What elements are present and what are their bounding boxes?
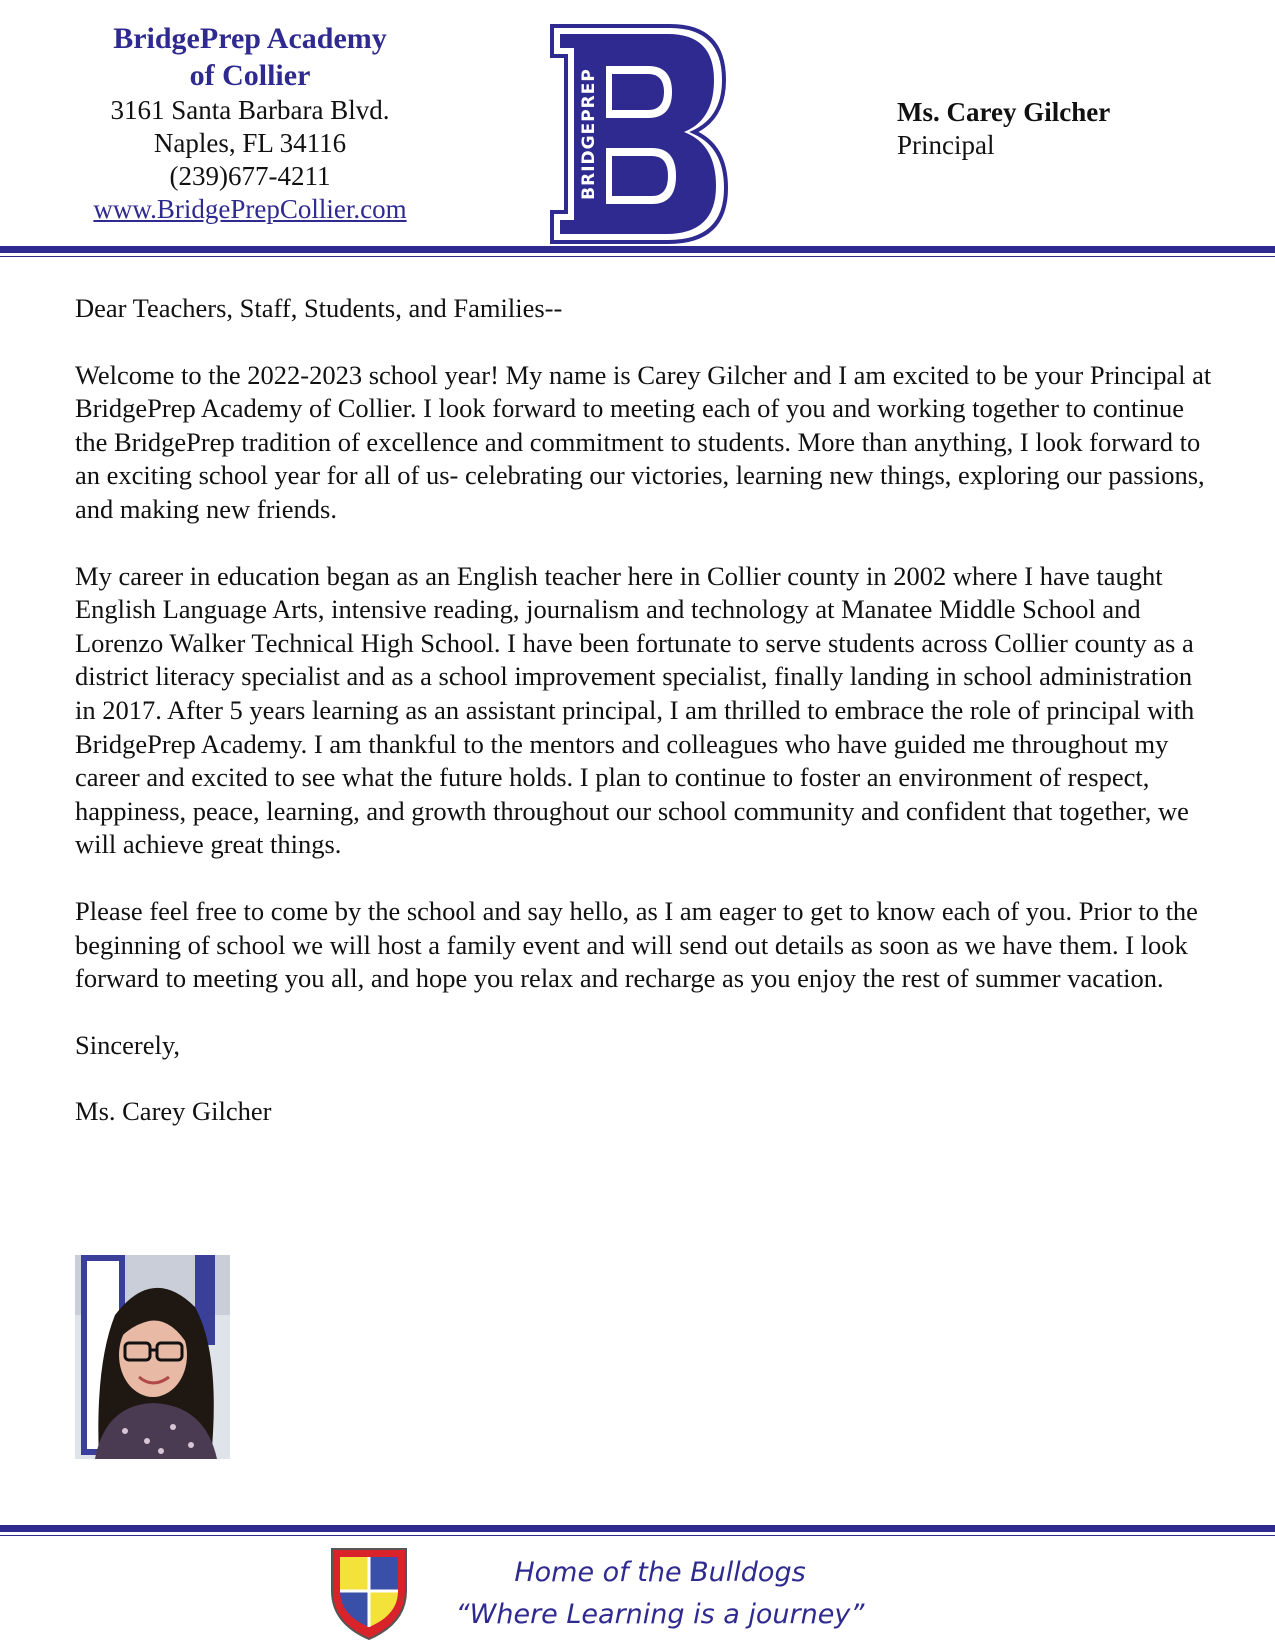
principal-photo xyxy=(75,1255,230,1459)
logo-text: BRIDGEPREP xyxy=(579,68,599,200)
school-name-line1: BridgePrep Academy xyxy=(113,22,387,55)
salutation: Dear Teachers, Staff, Students, and Families-- xyxy=(75,293,563,323)
letter-body xyxy=(75,292,1215,1162)
paragraph-invitation: Please feel free to come by the school and say hello, as I am eager to get to know each of you. Prior to the beginning of school we will host a family event and will send out details as soon as we have them. I look forward to meeting you all, and hope you relax and recharge as you enjoy the rest of summer vacation. xyxy=(75,895,1198,994)
principal-title: Principal xyxy=(897,130,995,160)
website-link[interactable]: www.BridgePrepCollier.com xyxy=(93,194,407,224)
address-line2: Naples, FL 34116 xyxy=(153,128,347,158)
principal-info xyxy=(897,96,1110,162)
footer-line2: “Where Learning is a journey” xyxy=(455,1599,865,1630)
crest-shield-icon xyxy=(328,1545,410,1642)
header-divider-thin xyxy=(0,256,1275,257)
bridgeprep-b-logo xyxy=(548,22,728,246)
footer-divider xyxy=(0,1525,1275,1532)
phone-number: (239)677-4211 xyxy=(169,161,331,191)
header-divider xyxy=(0,246,1275,253)
footer-motto xyxy=(400,1552,920,1636)
signature: Ms. Carey Gilcher xyxy=(75,1096,272,1127)
closing: Sincerely, xyxy=(75,1029,180,1060)
principal-name: Ms. Carey Gilcher xyxy=(897,97,1111,127)
paragraph-career: My career in education began as an English teacher here in Collier county in 2002 where I have taught English Language Arts, intensive reading, journalism and technology at Manatee Middle School and Lorenzo Walker Technical High School. I have been fortunate to serve students across Collier county as a district literacy specialist and as a school improvement specialist, finally landing in school administration in 2017. After 5 years learning as an assistant principal, I am thrilled to embrace the role of principal with BridgePrep Academy. I am thankful to the mentors and colleagues who have guided me throughout my career and excited to see what the future holds. I plan to continue to foster an environment of respect, happiness, peace, learning, and growth throughout our school community and confident that together, we will achieve great things. xyxy=(75,560,1195,860)
footer-line1: Home of the Bulldogs xyxy=(514,1557,806,1588)
school-name xyxy=(60,20,440,94)
paragraph-welcome: Welcome to the 2022-2023 school year! My name is Carey Gilcher and I am excited to be your Principal at BridgePrep Academy of Collier. I look forward to meeting each of you and working together to continue the BridgePrep tradition of excellence and commitment to students. More than anything, I look forward to an exciting school year for all of us- celebrating our victories, learning new things, exploring our passions, and making new friends. xyxy=(75,359,1212,524)
school-name-line2: of Collier xyxy=(189,59,311,92)
address-line1: 3161 Santa Barbara Blvd. xyxy=(110,95,390,125)
school-info xyxy=(60,20,440,226)
footer-divider-thin xyxy=(0,1535,1275,1536)
